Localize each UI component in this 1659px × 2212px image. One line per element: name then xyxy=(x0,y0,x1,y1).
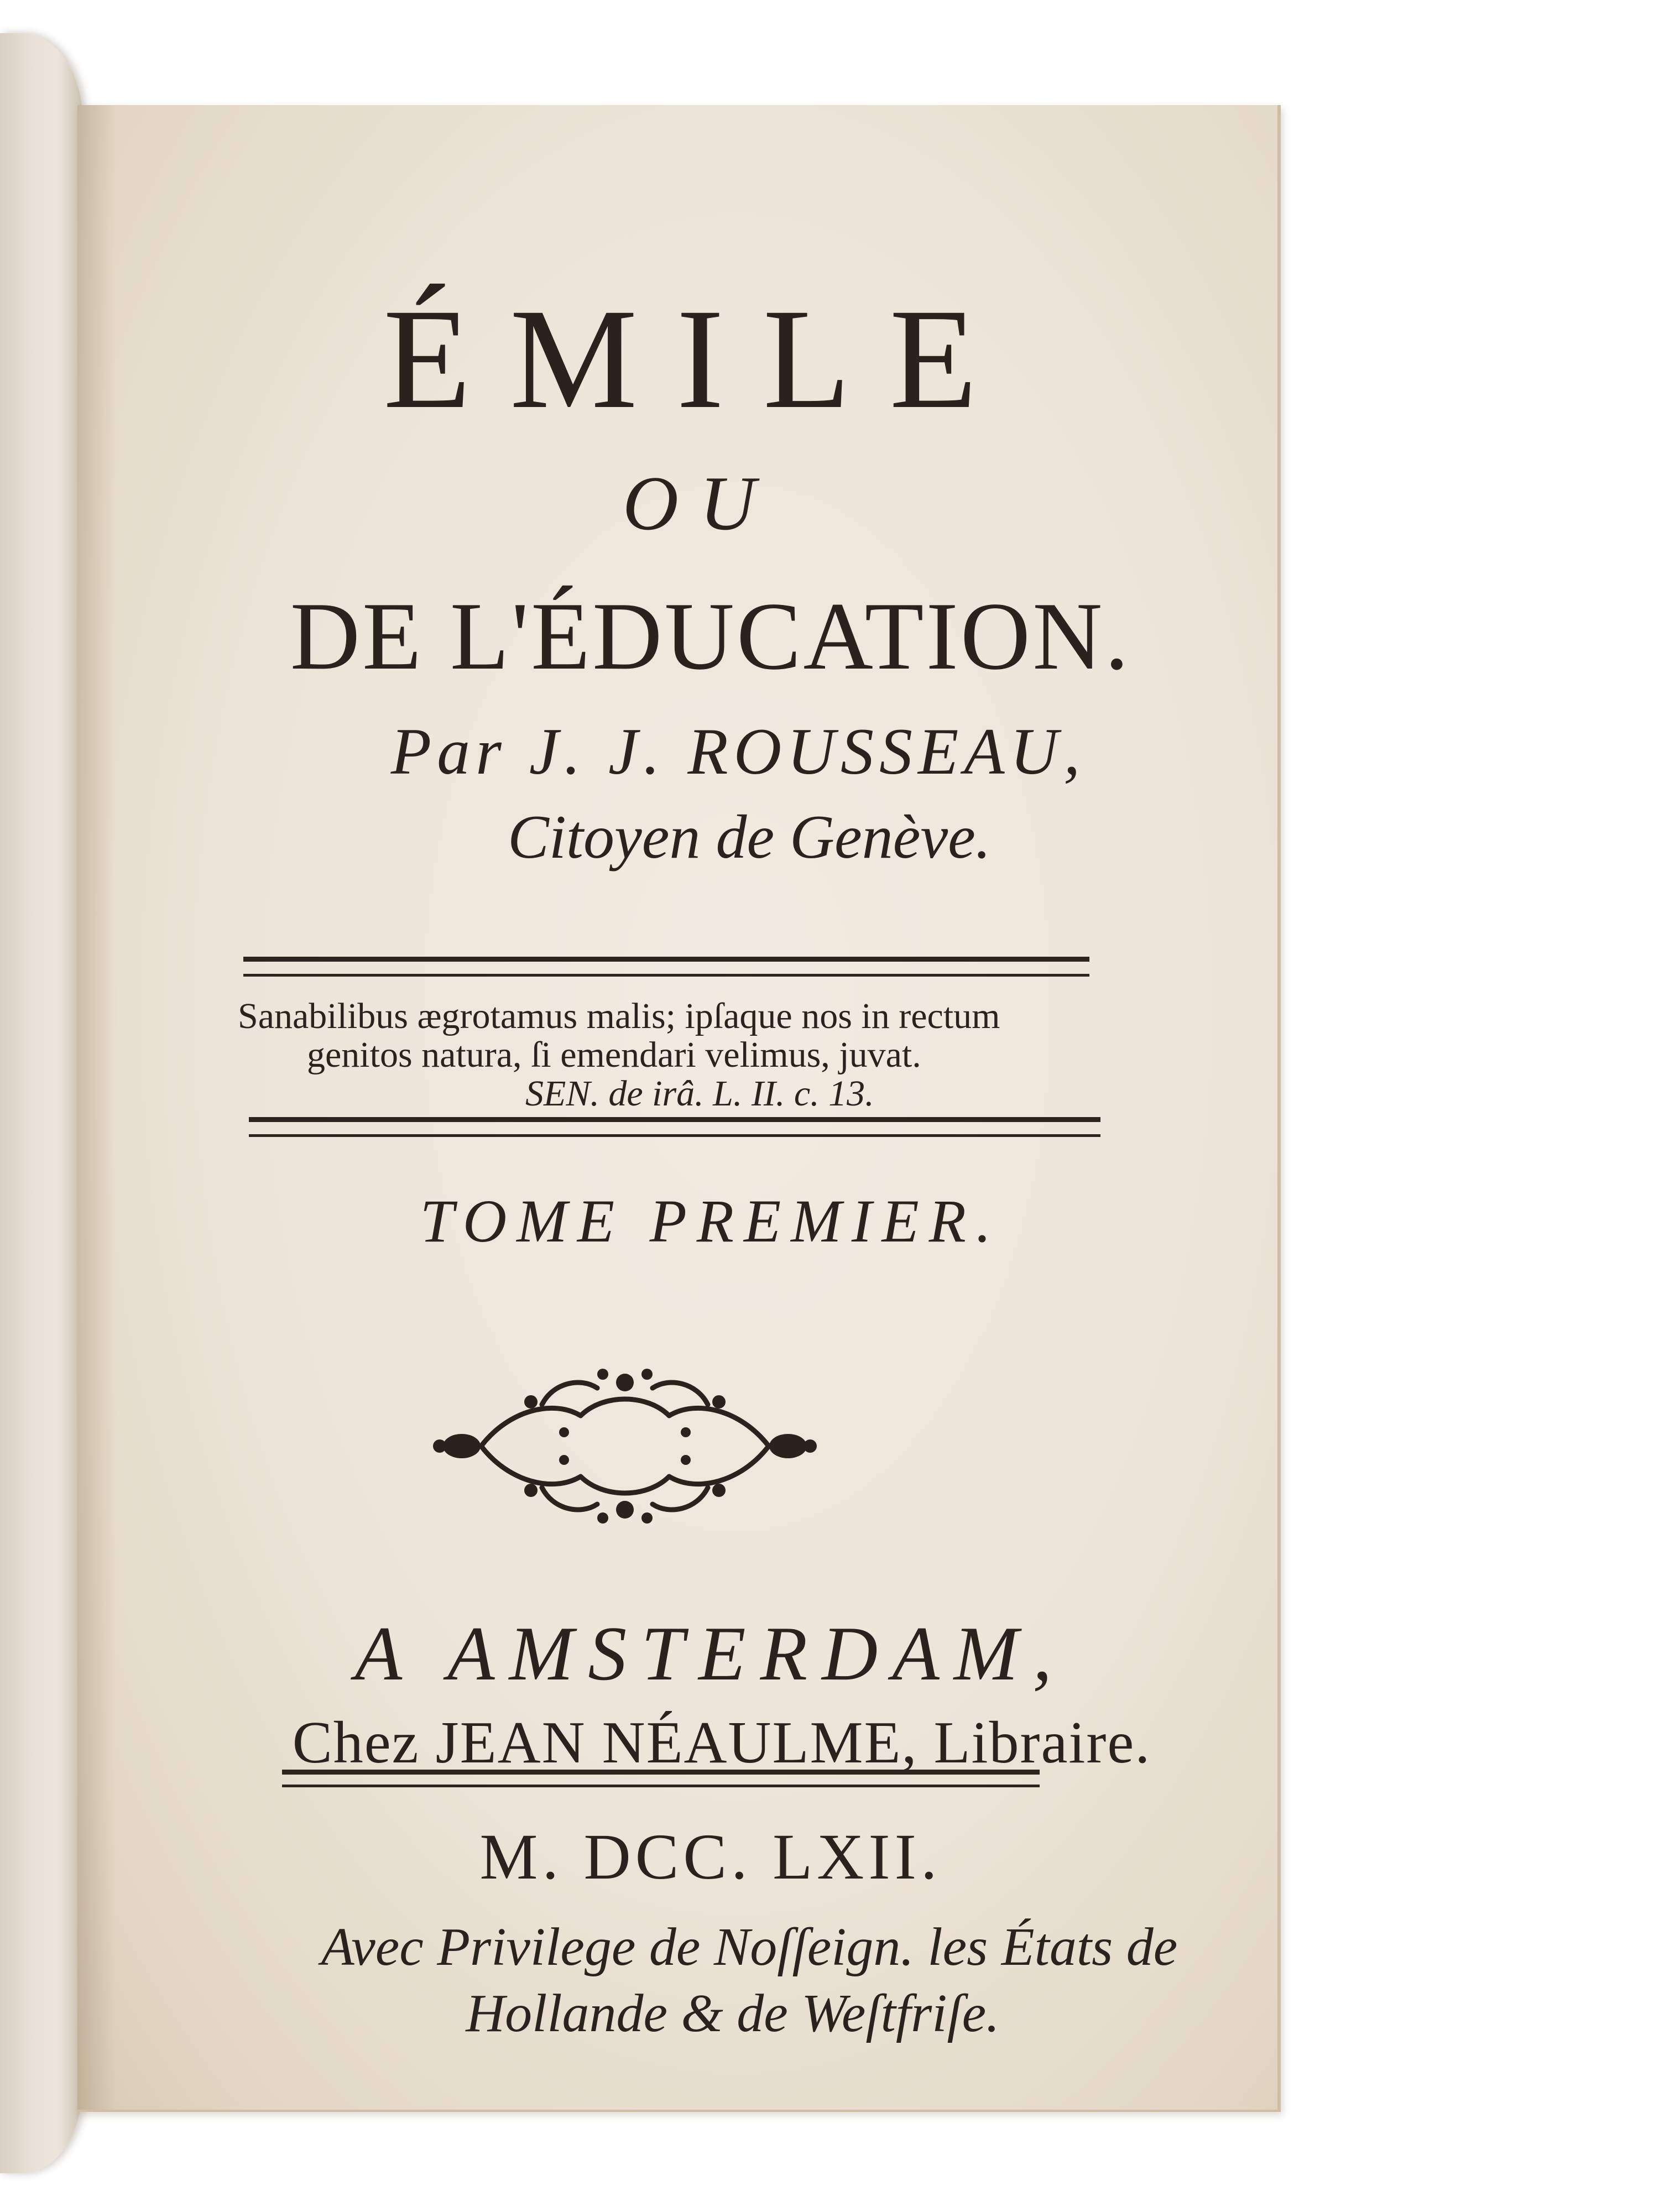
title-main: ÉMILE xyxy=(383,279,1016,439)
title-connector: OU xyxy=(622,461,777,546)
author-byline: Par J. J. ROUSSEAU, xyxy=(390,714,1086,788)
author-description: Citoyen de Genève. xyxy=(508,803,991,872)
epigraph-line-2: genitos natura, ſi emendari velimus, juvat. xyxy=(307,1035,921,1075)
title-subtitle: DE L'ÉDUCATION. xyxy=(290,582,1131,690)
privilege-line-1: Avec Privilege de Noſſeign. les États de xyxy=(321,1917,1178,1977)
title-page xyxy=(77,105,1281,2112)
double-rule-top xyxy=(243,957,1089,977)
imprint-year: M. DCC. LXII. xyxy=(479,1820,942,1893)
imprint-publisher: Chez JEAN NÉAULME, Libraire. xyxy=(292,1710,1151,1776)
epigraph-line-1: Sanabilibus ægrotamus malis; ipſaque nos in rectum xyxy=(238,996,1000,1036)
imprint-place: A AMSTERDAM, xyxy=(354,1611,1067,1697)
book-cover-edge xyxy=(0,33,83,2173)
double-rule-middle xyxy=(249,1117,1100,1137)
printers-ornament-icon xyxy=(415,1349,835,1537)
double-rule-bottom xyxy=(282,1770,1040,1787)
volume-label: TOME PREMIER. xyxy=(420,1187,1001,1255)
epigraph-citation: SEN. de irâ. L. II. c. 13. xyxy=(525,1073,874,1114)
privilege-line-2: Hollande & de Weſtfriſe. xyxy=(466,1984,1000,2043)
